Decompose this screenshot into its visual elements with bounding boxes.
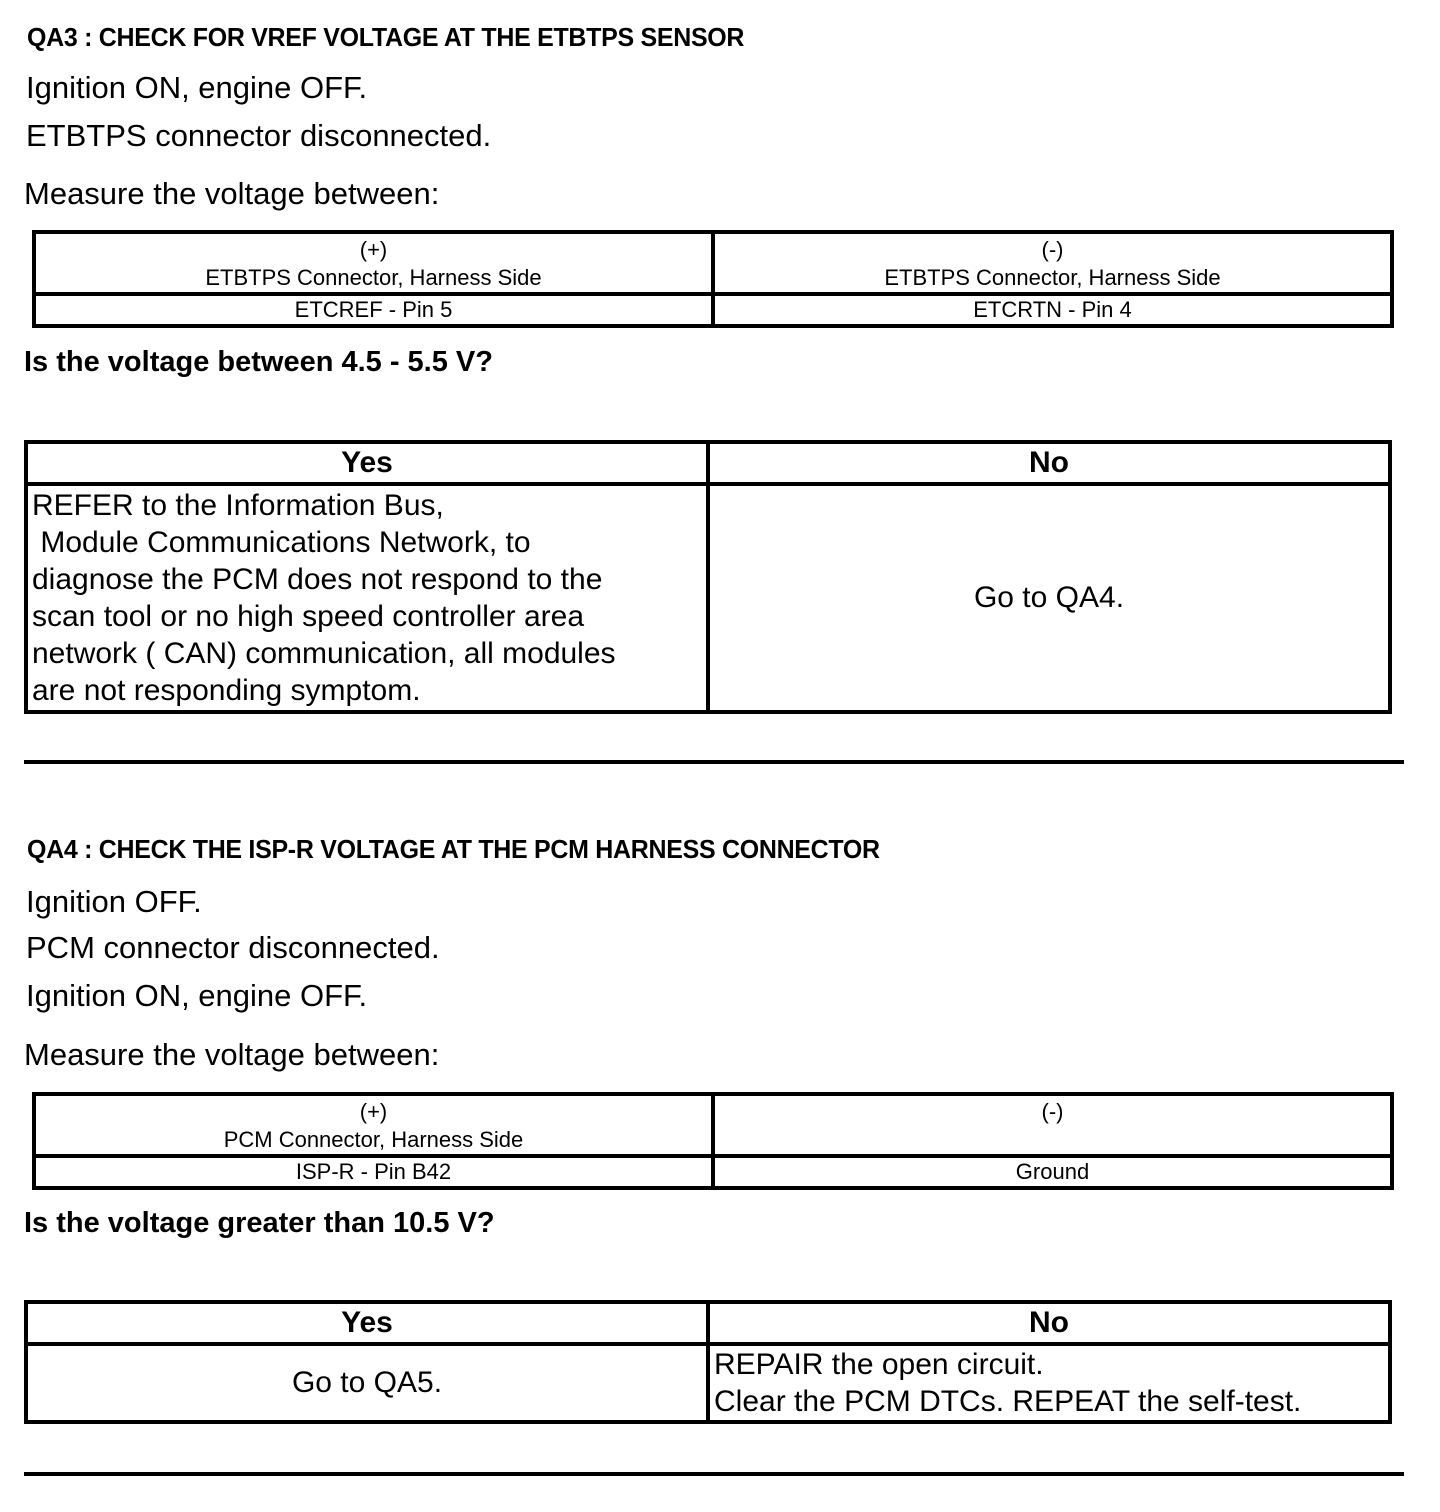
qa4-question: Is the voltage greater than 10.5 V?: [24, 1207, 495, 1239]
positive-sign: (+): [359, 237, 388, 262]
qa3-no-header: No: [708, 442, 1390, 484]
qa4-no-line: REPAIR the open circuit.: [714, 1348, 1044, 1381]
qa3-title: QA3 : CHECK FOR VREF VOLTAGE AT THE ETBTPS SENSOR: [27, 22, 745, 52]
qa3-yes-header: Yes: [26, 442, 708, 484]
section-divider: [24, 760, 1404, 764]
positive-connector: ETBTPS Connector, Harness Side: [205, 265, 542, 290]
qa3-yes-line: Module Communications Network, to: [32, 526, 531, 559]
qa3-yes-line: network ( CAN) communication, all modules: [32, 637, 616, 670]
qa4-step-3: Ignition ON, engine OFF.: [26, 978, 368, 1013]
qa3-measure-label: Measure the voltage between:: [24, 176, 440, 211]
qa4-no-line: Clear the PCM DTCs. REPEAT the self-test.: [714, 1385, 1302, 1418]
qa3-question: Is the voltage between 4.5 - 5.5 V?: [24, 346, 493, 378]
qa3-step-2: ETBTPS connector disconnected.: [26, 118, 492, 153]
qa4-no-header: No: [708, 1302, 1390, 1344]
negative-sign: (-): [1041, 237, 1064, 262]
qa4-measure-label: Measure the voltage between:: [24, 1037, 440, 1072]
positive-sign: (+): [359, 1099, 388, 1124]
qa3-measurement-table: [32, 230, 1394, 328]
qa3-no-line: Go to QA4.: [973, 581, 1125, 614]
qa4-yes-header: Yes: [26, 1302, 708, 1344]
qa4-positive-header: [34, 1094, 713, 1156]
qa3-yes-line: scan tool or no high speed controller area: [32, 600, 585, 633]
negative-connector: ETBTPS Connector, Harness Side: [884, 265, 1221, 290]
qa3-yes-line: diagnose the PCM does not respond to the: [32, 563, 603, 596]
positive-connector: PCM Connector, Harness Side: [223, 1127, 524, 1152]
qa3-yes-line: are not responding symptom.: [32, 674, 421, 707]
qa4-title: QA4 : CHECK THE ISP-R VOLTAGE AT THE PCM HARNESS CONNECTOR: [27, 834, 880, 864]
qa4-no-action: [708, 1344, 1390, 1422]
qa4-negative-header: [713, 1094, 1392, 1156]
qa4-yes-action: [26, 1344, 708, 1422]
section-divider: [24, 1472, 1404, 1476]
qa4-step-1: Ignition OFF.: [26, 884, 202, 919]
qa4-measurement-table: [32, 1092, 1394, 1190]
qa4-step-2: PCM connector disconnected.: [26, 930, 440, 965]
qa3-negative-header: [713, 232, 1392, 294]
qa3-yes-line: REFER to the Information Bus,: [32, 489, 444, 522]
qa3-positive-pin: ETCREF - Pin 5: [34, 294, 713, 326]
qa4-negative-pin: Ground: [713, 1156, 1392, 1188]
qa3-no-action: [708, 484, 1390, 712]
negative-sign: (-): [1041, 1099, 1064, 1124]
qa3-result-table: [24, 440, 1392, 714]
qa3-step-1: Ignition ON, engine OFF.: [26, 70, 368, 105]
qa4-yes-line: Go to QA5.: [291, 1366, 443, 1399]
qa3-yes-action: [26, 484, 708, 712]
qa4-result-table: [24, 1300, 1392, 1424]
qa3-negative-pin: ETCRTN - Pin 4: [713, 294, 1392, 326]
qa4-positive-pin: ISP-R - Pin B42: [34, 1156, 713, 1188]
qa3-positive-header: [34, 232, 713, 294]
